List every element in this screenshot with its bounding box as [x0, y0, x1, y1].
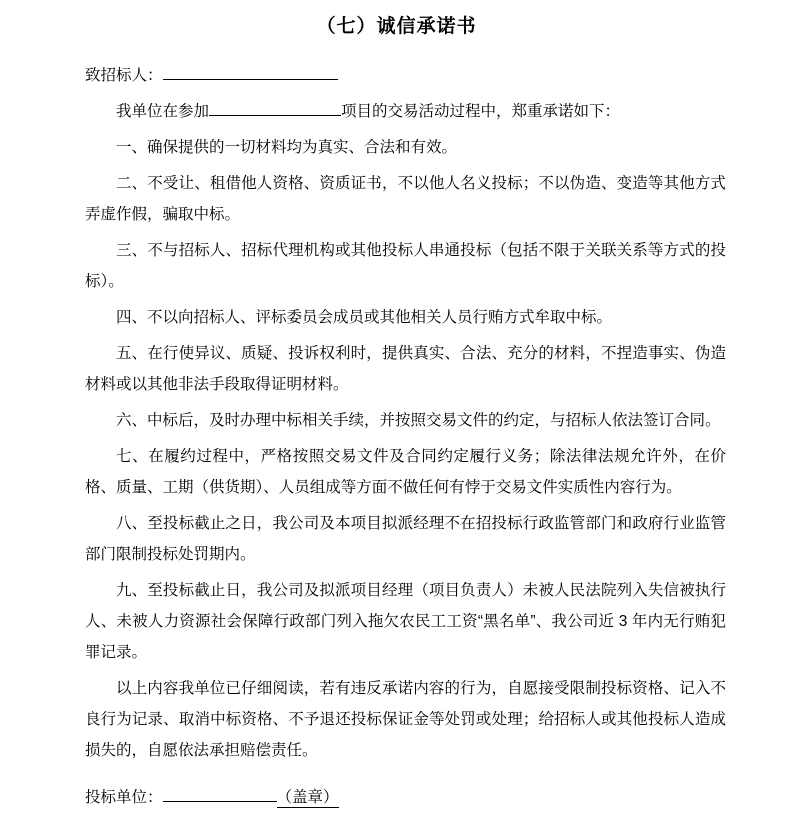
- document-body: [0, 60, 793, 813]
- intro-paragraph: [85, 96, 726, 127]
- intro-text-after-blank: 项目的交易活动过程中，郑重承诺如下：: [341, 103, 621, 120]
- clause-9: 九、至投标截止日，我公司及拟派项目经理（项目负责人）未被人民法院列入失信被执行人、未被人力资源社会保障行政部门列入拖欠农民工工资“黑名单”、我公司近 3 年内无行贿犯罪记录。: [85, 582, 726, 661]
- project-name-fill-in-blank[interactable]: [209, 98, 341, 116]
- closing-paragraph: 以上内容我单位已仔细阅读，若有违反承诺内容的行为，自愿接受限制投标资格、记入不良行为记录、取消中标资格、不予退还投标保证金等处罚或处理；给招标人或其他投标人造成损失的，自愿依法承担赔偿责任。: [85, 680, 726, 759]
- clause-2: 二、不受让、租借他人资格、资质证书，不以他人名义投标；不以伪造、变造等其他方式弄虚作假，骗取中标。: [85, 175, 726, 223]
- clause-8: 八、至投标截止之日，我公司及本项目拟派经理不在招投标行政监管部门和政府行业监管部门限制投标处罚期内。: [85, 515, 726, 563]
- clause-3: 三、不与招标人、招标代理机构或其他投标人串通投标（包括不限于关联关系等方式的投标）。: [85, 242, 726, 290]
- document-title: （七）诚信承诺书: [316, 16, 477, 37]
- intro-text-before-blank: 我单位在参加: [116, 103, 210, 120]
- clause-5: 五、在行使异议、质疑、投诉权利时，提供真实、合法、充分的材料，不捏造事实、伪造材料或以其他非法手段取得证明材料。: [85, 345, 726, 393]
- signature-line: [85, 782, 726, 813]
- signature-label: 投标单位：: [85, 789, 163, 806]
- addressee-line: [85, 60, 726, 91]
- clause-4: 四、不以向招标人、评标委员会成员或其他相关人员行贿方式牟取中标。: [116, 309, 613, 326]
- addressee-label: 致招标人：: [85, 67, 163, 84]
- bidder-name-fill-in-blank[interactable]: [163, 784, 277, 802]
- seal-label: （盖章）: [276, 789, 339, 806]
- clause-1: 一、确保提供的一切材料均为真实、合法和有效。: [116, 139, 458, 156]
- addressee-fill-in-blank[interactable]: [163, 62, 338, 80]
- clause-7: 七、在履约过程中，严格按照交易文件及合同约定履行义务；除法律法规允许外，在价格、质量、工期（供货期）、人员组成等方面不做任何有悖于交易文件实质性内容行为。: [85, 448, 726, 496]
- clause-6: 六、中标后，及时办理中标相关手续，并按照交易文件的约定，与招标人依法签订合同。: [116, 412, 721, 429]
